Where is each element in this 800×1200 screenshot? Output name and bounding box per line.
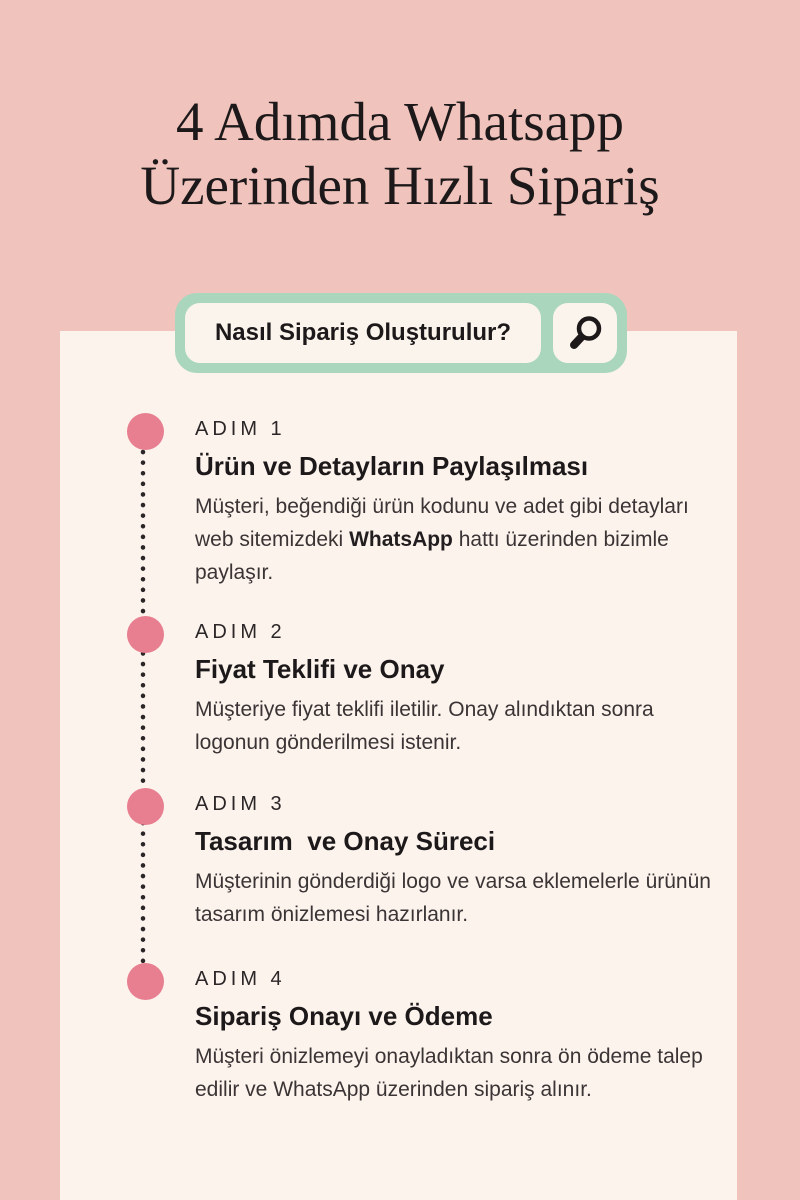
timeline-dot: [127, 963, 164, 1000]
step-title: Tasarım ve Onay Süreci: [195, 826, 496, 856]
step-label: ADIM 1: [195, 418, 286, 440]
step-label: ADIM 4: [195, 968, 286, 990]
timeline-dotted-line: [139, 448, 147, 983]
magnifier-icon: [565, 313, 605, 353]
timeline-dot: [127, 788, 164, 825]
step-item-4: [195, 968, 713, 1106]
step-label: ADIM 3: [195, 793, 286, 815]
step-item-2: [195, 621, 713, 759]
page-title-line2: Üzerinden Hızlı Sipariş: [140, 155, 660, 216]
step-title: Ürün ve Detayların Paylaşılması: [195, 451, 589, 481]
step-item-3: [195, 793, 713, 931]
step-description: Müşteri, beğendiği ürün kodunu ve adet gibi detayları web sitemizdeki WhatsApp hattı üzerinden bizimle paylaşır.: [195, 495, 689, 584]
page-title-line1: 4 Adımda Whatsapp: [175, 91, 625, 152]
step-description: Müşterinin gönderdiği logo ve varsa eklemelerle ürünün tasarım önizlemesi hazırlanır.: [195, 870, 711, 926]
timeline-dot: [127, 616, 164, 653]
search-button[interactable]: [553, 303, 617, 363]
step-description: Müşteriye fiyat teklifi iletilir. Onay alındıktan sonra logonun gönderilmesi istenir.: [195, 698, 654, 754]
step-title: Fiyat Teklifi ve Onay: [195, 654, 445, 684]
step-title: Sipariş Onayı ve Ödeme: [195, 1001, 493, 1031]
search-bar: [175, 293, 627, 373]
step-label: ADIM 2: [195, 621, 286, 643]
page-title: [0, 90, 800, 218]
step-item-1: [195, 418, 713, 589]
search-input[interactable]: Nasıl Sipariş Oluşturulur?: [185, 303, 541, 363]
timeline-dot: [127, 413, 164, 450]
step-description: Müşteri önizlemeyi onayladıktan sonra ön ödeme talep edilir ve WhatsApp üzerinden sipariş alınır.: [195, 1045, 703, 1101]
